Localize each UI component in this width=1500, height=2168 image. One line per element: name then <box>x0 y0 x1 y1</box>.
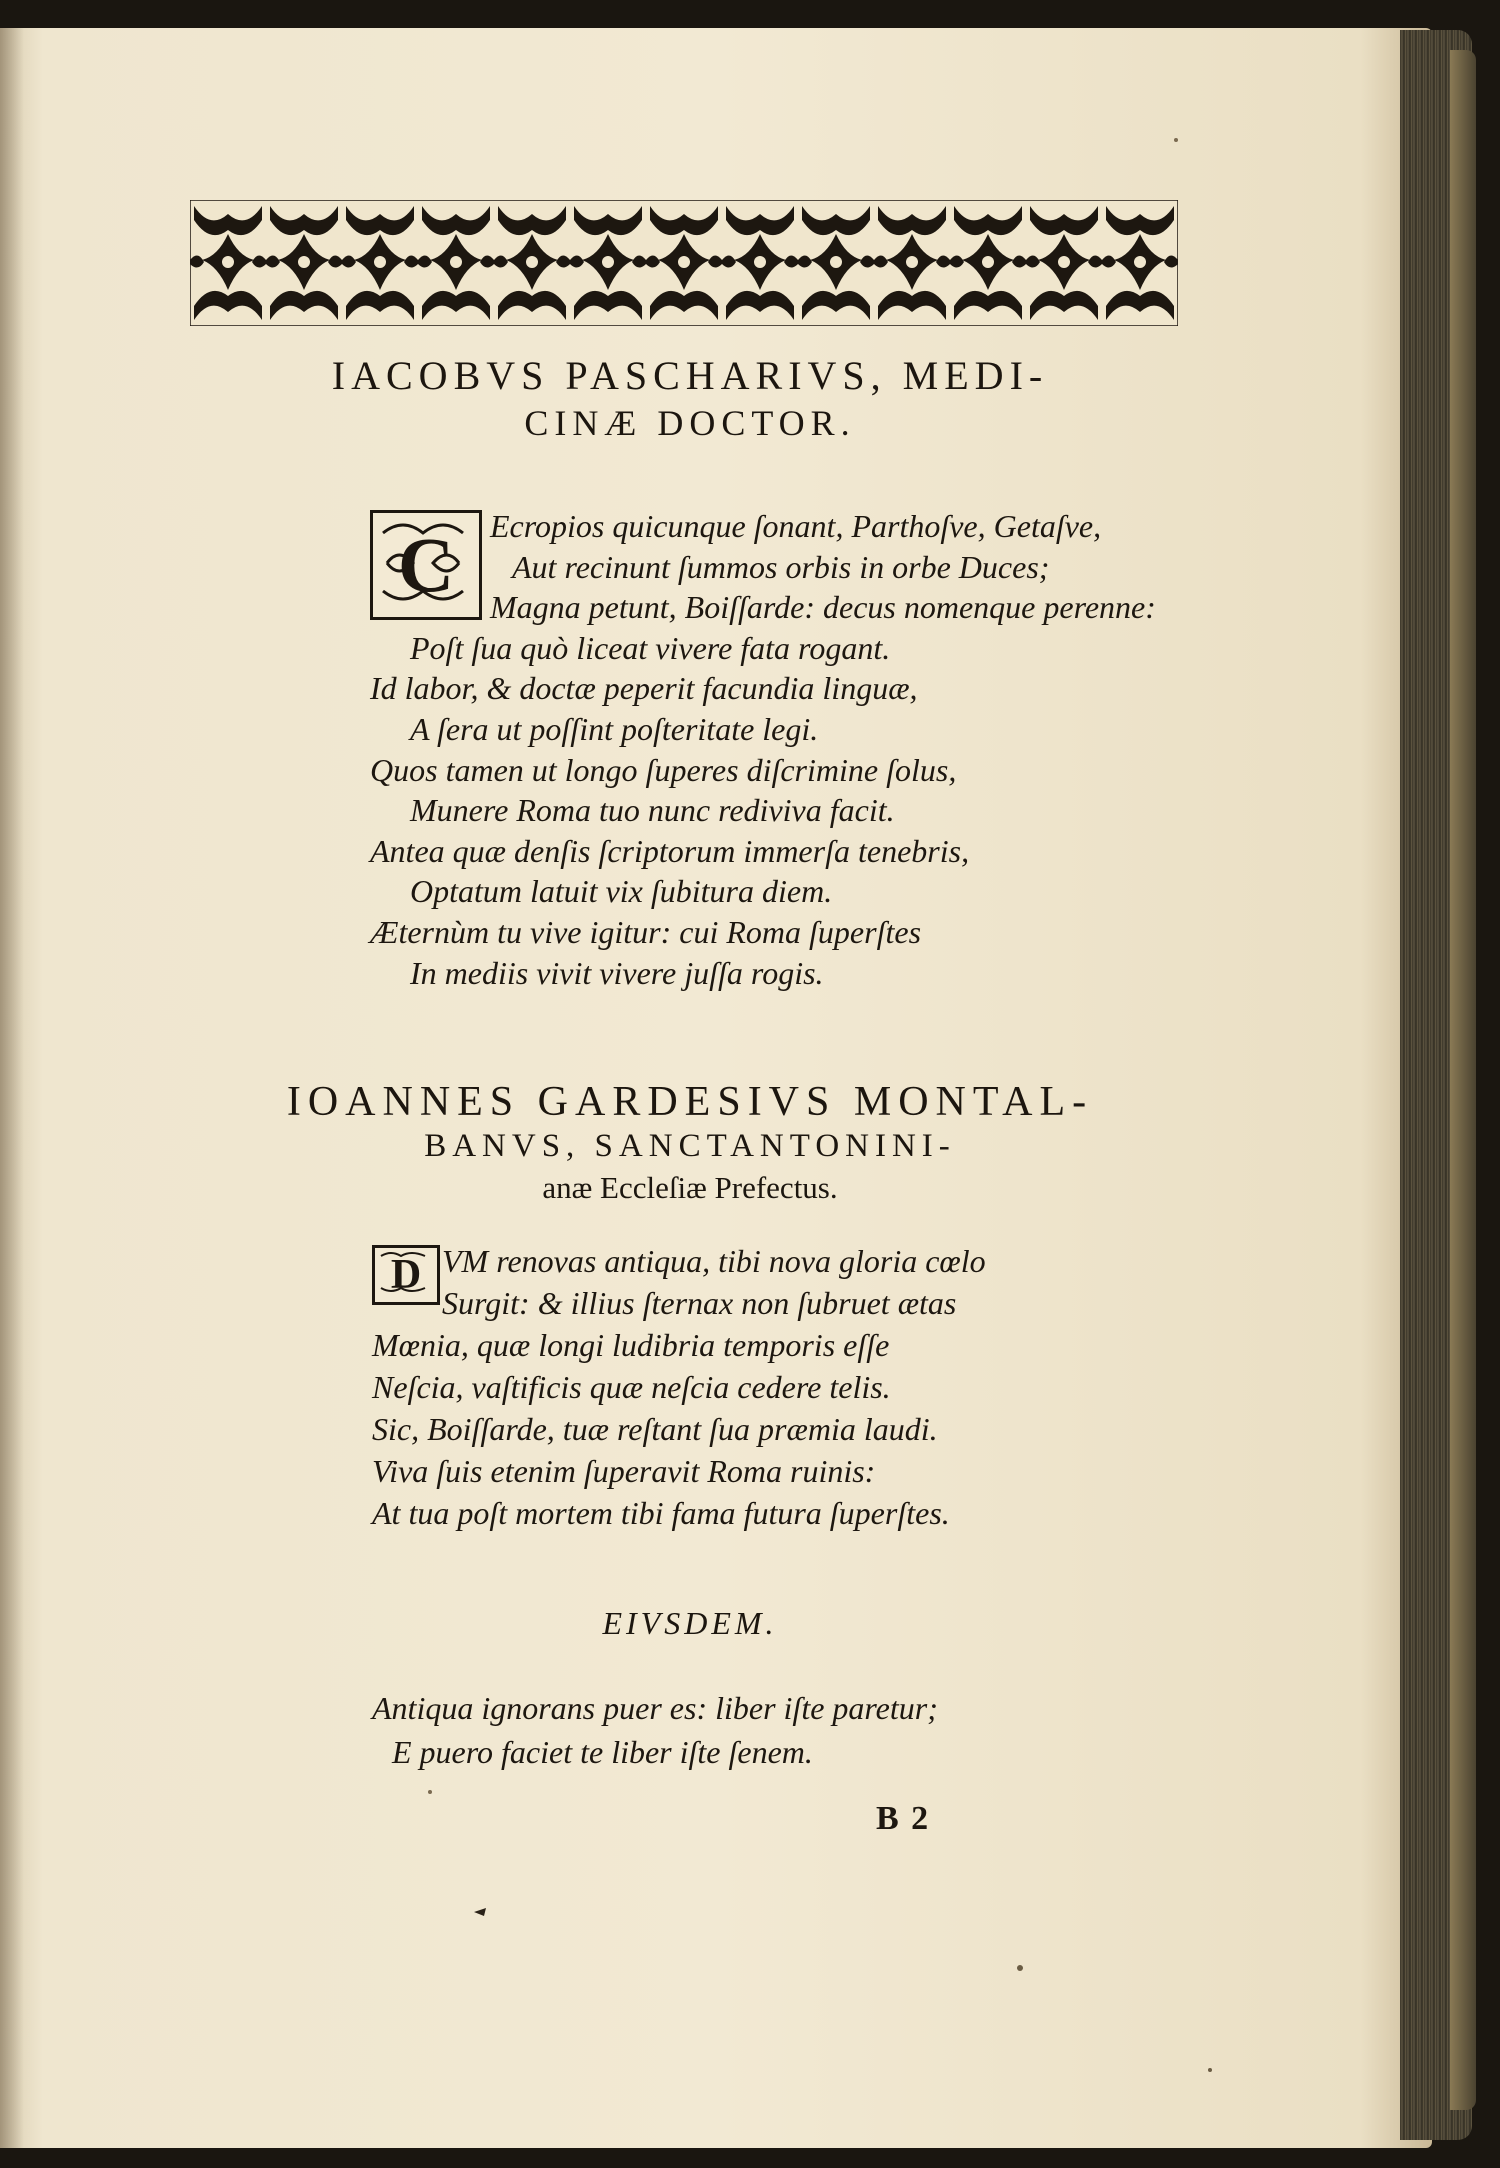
poem-iacobus <box>370 506 1156 993</box>
verse-line: Neſcia, vaſtificis quæ neſcia cedere telis. <box>372 1369 891 1405</box>
heading-ioannes-line3: anæ Eccleſiæ Prefectus. <box>542 1170 838 1205</box>
verse-line: Magna petunt, Boiſſarde: decus nomenque perenne: <box>490 589 1156 626</box>
verse-line: Aut recinunt ſummos orbis in orbe Duces; <box>512 548 1050 585</box>
poem-eiusdem <box>372 1686 938 1774</box>
heading-iacobus-line1: IACOBVS PASCHARIVS, MEDI- <box>331 353 1049 398</box>
verse-line: E puero faciet te liber iſte ſenem. <box>392 1734 813 1770</box>
verse-line: Quos tamen ut longo ſuperes diſcrimine ſolus, <box>370 751 957 788</box>
verse-line: Sic, Boiſſarde, tuæ reſtant ſua præmia laudi. <box>372 1411 938 1447</box>
verse-line: A ſera ut poſſint poſteritate legi. <box>410 710 819 747</box>
decorated-initial-c: C <box>370 510 482 620</box>
fore-edge-cover <box>1450 50 1476 2110</box>
verse-line: Optatum latuit vix ſubitura diem. <box>410 873 833 910</box>
heading-ioannes-line2: BANVS, SANCTANTONINI- <box>424 1128 956 1164</box>
verse-line: Poſt ſua quò liceat vivere fata rogant. <box>410 629 891 666</box>
signature-mark: B 2 <box>876 1800 931 1837</box>
verse-line: Antiqua ignorans puer es: liber iſte paretur; <box>372 1690 938 1726</box>
ornamental-headpiece <box>190 200 1178 326</box>
heading-ioannes-line1: IOANNES GARDESIVS MONTAL- <box>286 1079 1094 1125</box>
verse-line: Mœnia, quæ longi ludibria temporis eſſe <box>372 1327 890 1363</box>
verse-line: Id labor, & doctæ peperit facundia linguæ, <box>370 670 918 707</box>
heading-iacobus-line2: CINÆ DOCTOR. <box>524 403 856 443</box>
verse-line: Æternùm tu vive igitur: cui Roma ſuperſtes <box>370 913 922 950</box>
verse-line: Munere Roma tuo nunc rediviva facit. <box>410 792 895 829</box>
verse-line: Ecropios quicunque ſonant, Parthoſve, Getaſve, <box>490 508 1102 544</box>
verse-line: Viva ſuis etenim ſuperavit Roma ruinis: <box>372 1453 876 1489</box>
verse-line: In mediis vivit vivere juſſa rogis. <box>410 954 824 991</box>
poem-ioannes <box>372 1240 986 1534</box>
verse-line: At tua poſt mortem tibi fama futura ſuperſtes. <box>372 1495 950 1531</box>
verse-line: VM renovas antiqua, tibi nova gloria cœlo <box>442 1243 986 1279</box>
gutter-shadow <box>0 28 24 2148</box>
decorated-initial-d: D <box>372 1245 440 1305</box>
verse-line: Antea quæ denſis ſcriptorum immerſa tenebris, <box>370 832 970 869</box>
heading-eiusdem: EIVSDEM. <box>602 1605 778 1641</box>
verse-line: Surgit: & illius ſternax non ſubruet ætas <box>442 1285 957 1321</box>
